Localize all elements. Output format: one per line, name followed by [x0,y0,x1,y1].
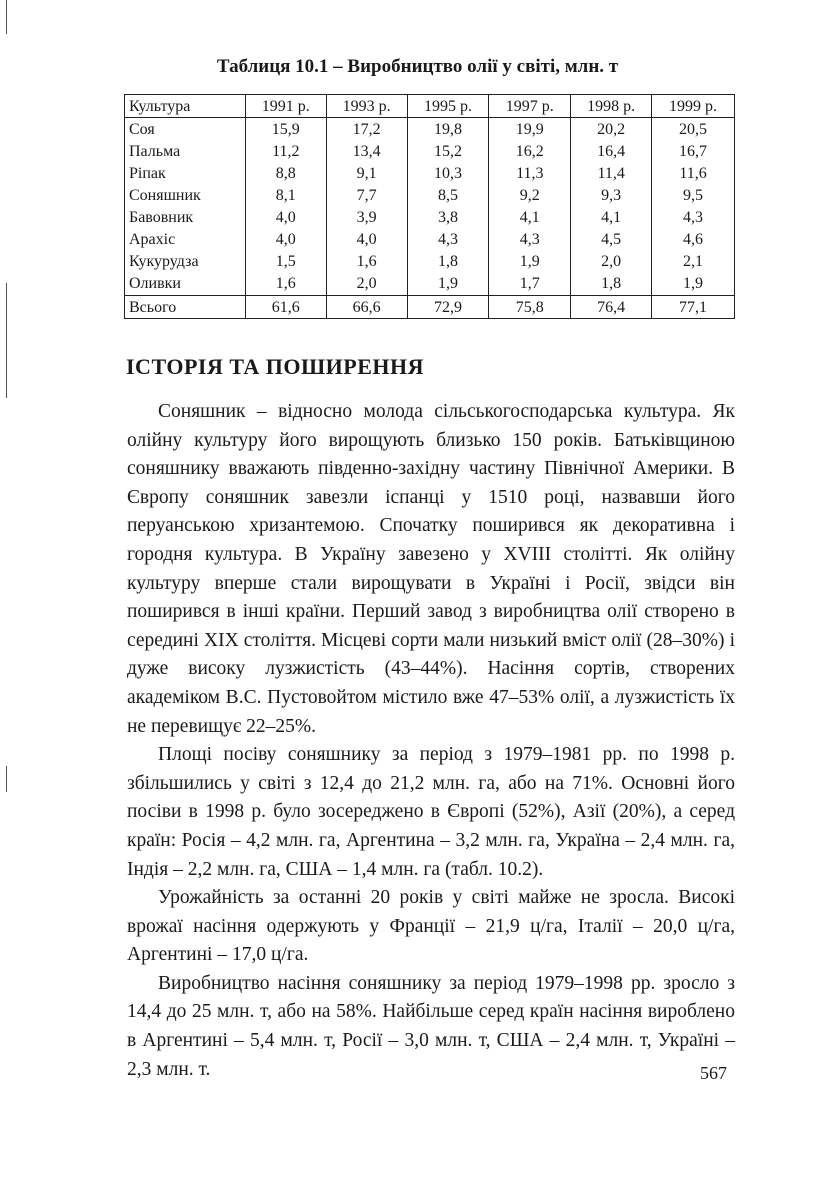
section-heading: ІСТОРІЯ ТА ПОШИРЕННЯ [126,354,425,379]
table-cell: 2,0 [326,272,407,296]
page-number: 567 [700,1063,727,1083]
table-cell: 9,5 [652,184,735,206]
table-row [125,272,735,296]
table-row [125,118,735,141]
table-cell: 1,8 [407,250,489,272]
table-cell: 9,3 [571,184,652,206]
table-cell: 4,1 [489,206,571,228]
table-cell: 11,3 [489,162,571,184]
table-cell: 3,9 [326,206,407,228]
table-cell: 9,1 [326,162,407,184]
table-cell: 4,1 [571,206,652,228]
table-cell: 76,4 [571,296,652,319]
table-cell: 8,8 [245,162,326,184]
table-cell: 3,8 [407,206,489,228]
table-cell: 1,8 [571,272,652,296]
table-cell: Оливки [125,272,246,296]
table-cell: 4,5 [571,228,652,250]
table-cell: 1,6 [326,250,407,272]
column-header: 1995 р. [407,95,489,118]
table-row [125,250,735,272]
table-cell: Соя [125,118,246,141]
column-header: 1998 р. [571,95,652,118]
table-cell: 4,0 [245,206,326,228]
table-row [125,228,735,250]
table-cell: 4,0 [245,228,326,250]
table-cell: 8,5 [407,184,489,206]
table-cell: 66,6 [326,296,407,319]
paragraph: Виробництво насіння соняшнику за період 1979–1998 рр. зросло з 14,4 до 25 млн. т, або на 58%. Найбільше серед країн насіння вироблено в Аргентині – 5,4 млн. т, Росії – 3,0 млн. т, США – 2,4 млн. т, Україні – 2,3 млн. т. [127,972,735,1080]
table-cell: 16,4 [571,140,652,162]
table-cell: Бавовник [125,206,246,228]
table-title: Таблиця 10.1 – Виробництво олії у світі, млн. т [216,56,619,77]
table-row [125,184,735,206]
table-cell: 1,6 [245,272,326,296]
table-cell: 75,8 [489,296,571,319]
table-cell: 15,9 [245,118,326,141]
table-cell: 4,3 [407,228,489,250]
table-row [125,140,735,162]
table-cell: 19,8 [407,118,489,141]
table-cell: 15,2 [407,140,489,162]
table-cell: 13,4 [326,140,407,162]
table-cell: Ріпак [125,162,246,184]
table-cell: 17,2 [326,118,407,141]
table-row [125,206,735,228]
table-cell: 9,2 [489,184,571,206]
oil-production-table [124,94,735,319]
column-header: 1993 р. [326,95,407,118]
table-cell: 61,6 [245,296,326,319]
table-cell: Кукурудза [125,250,246,272]
paragraph: Урожайність за останні 20 років у світі майже не зросла. Високі врожаї насіння одержують у Франції – 21,9 ц/га, Італії – 20,0 ц/га, Аргентині – 17,0 ц/га. [127,887,735,966]
table-cell: 16,7 [652,140,735,162]
table-cell: 20,2 [571,118,652,141]
table-header-row [125,95,735,118]
table-cell: Арахіс [125,228,246,250]
table-cell: 2,0 [571,250,652,272]
table-cell: 11,4 [571,162,652,184]
paragraph: Соняшник – відносно молода сільськогосподарська культура. Як олійну культуру його вирощують близько 150 років. Батьківщиною соняшнику вважають південно-західну частину Північної Америки. В Європу соняшник завезли іспанці у 1510 році, назвавши його перуанською хризантемою. Спочатку поширився як декоративна і городня культура. В Україну завезено у XVIII столітті. Як олійну культуру вперше стали вирощувати в Україні і Росії, звідси він поширився в інші країни. Перший завод з виробництва олії створено в середині XIX століття. Місцеві сорти мали низький вміст олії (28–30%) і дуже високу лузжистість (43–44%). Насіння сортів, створених академіком В.С. Пустовойтом містило вже 47–53% олії, а лузжистість їх не перевищує 22–25%. [127,401,735,737]
table-cell: 72,9 [407,296,489,319]
table-cell: 4,0 [326,228,407,250]
table-cell: 11,6 [652,162,735,184]
table-cell: 1,7 [489,272,571,296]
table-cell: 4,3 [652,206,735,228]
table-cell: 1,9 [489,250,571,272]
table-cell: 1,9 [652,272,735,296]
table-cell: 7,7 [326,184,407,206]
table-row [125,162,735,184]
column-header: 1991 р. [245,95,326,118]
paragraph: Площі посіву соняшнику за період з 1979–1981 рр. по 1998 р. збільшились у світі з 12,4 до 21,2 млн. га, або на 71%. Основні його посіви в 1998 р. було зосереджено в Європі (52%), Азії (20%), а серед країн: Росія – 4,2 млн. га, Аргентина – 3,2 млн. га, Україна – 2,4 млн. га, Індія – 2,2 млн. га, США – 1,4 млн. га (табл. 10.2). [127,744,735,880]
table-total-row [125,296,735,319]
table-cell: Соняшник [125,184,246,206]
column-header: 1997 р. [489,95,571,118]
table-cell: 4,3 [489,228,571,250]
margin-mark [6,0,7,34]
table-cell: Пальма [125,140,246,162]
table-cell: 16,2 [489,140,571,162]
table-cell: Всього [125,296,246,319]
table-cell: 1,5 [245,250,326,272]
table-cell: 77,1 [652,296,735,319]
column-header: 1999 р. [652,95,735,118]
table-cell: 8,1 [245,184,326,206]
body-text [127,398,735,1084]
table-cell: 10,3 [407,162,489,184]
table-cell: 1,9 [407,272,489,296]
margin-mark [6,283,7,398]
column-header: Культура [125,95,246,118]
table-cell: 19,9 [489,118,571,141]
table-cell: 20,5 [652,118,735,141]
table-cell: 4,6 [652,228,735,250]
table-cell: 2,1 [652,250,735,272]
margin-mark [6,766,7,792]
table-cell: 11,2 [245,140,326,162]
